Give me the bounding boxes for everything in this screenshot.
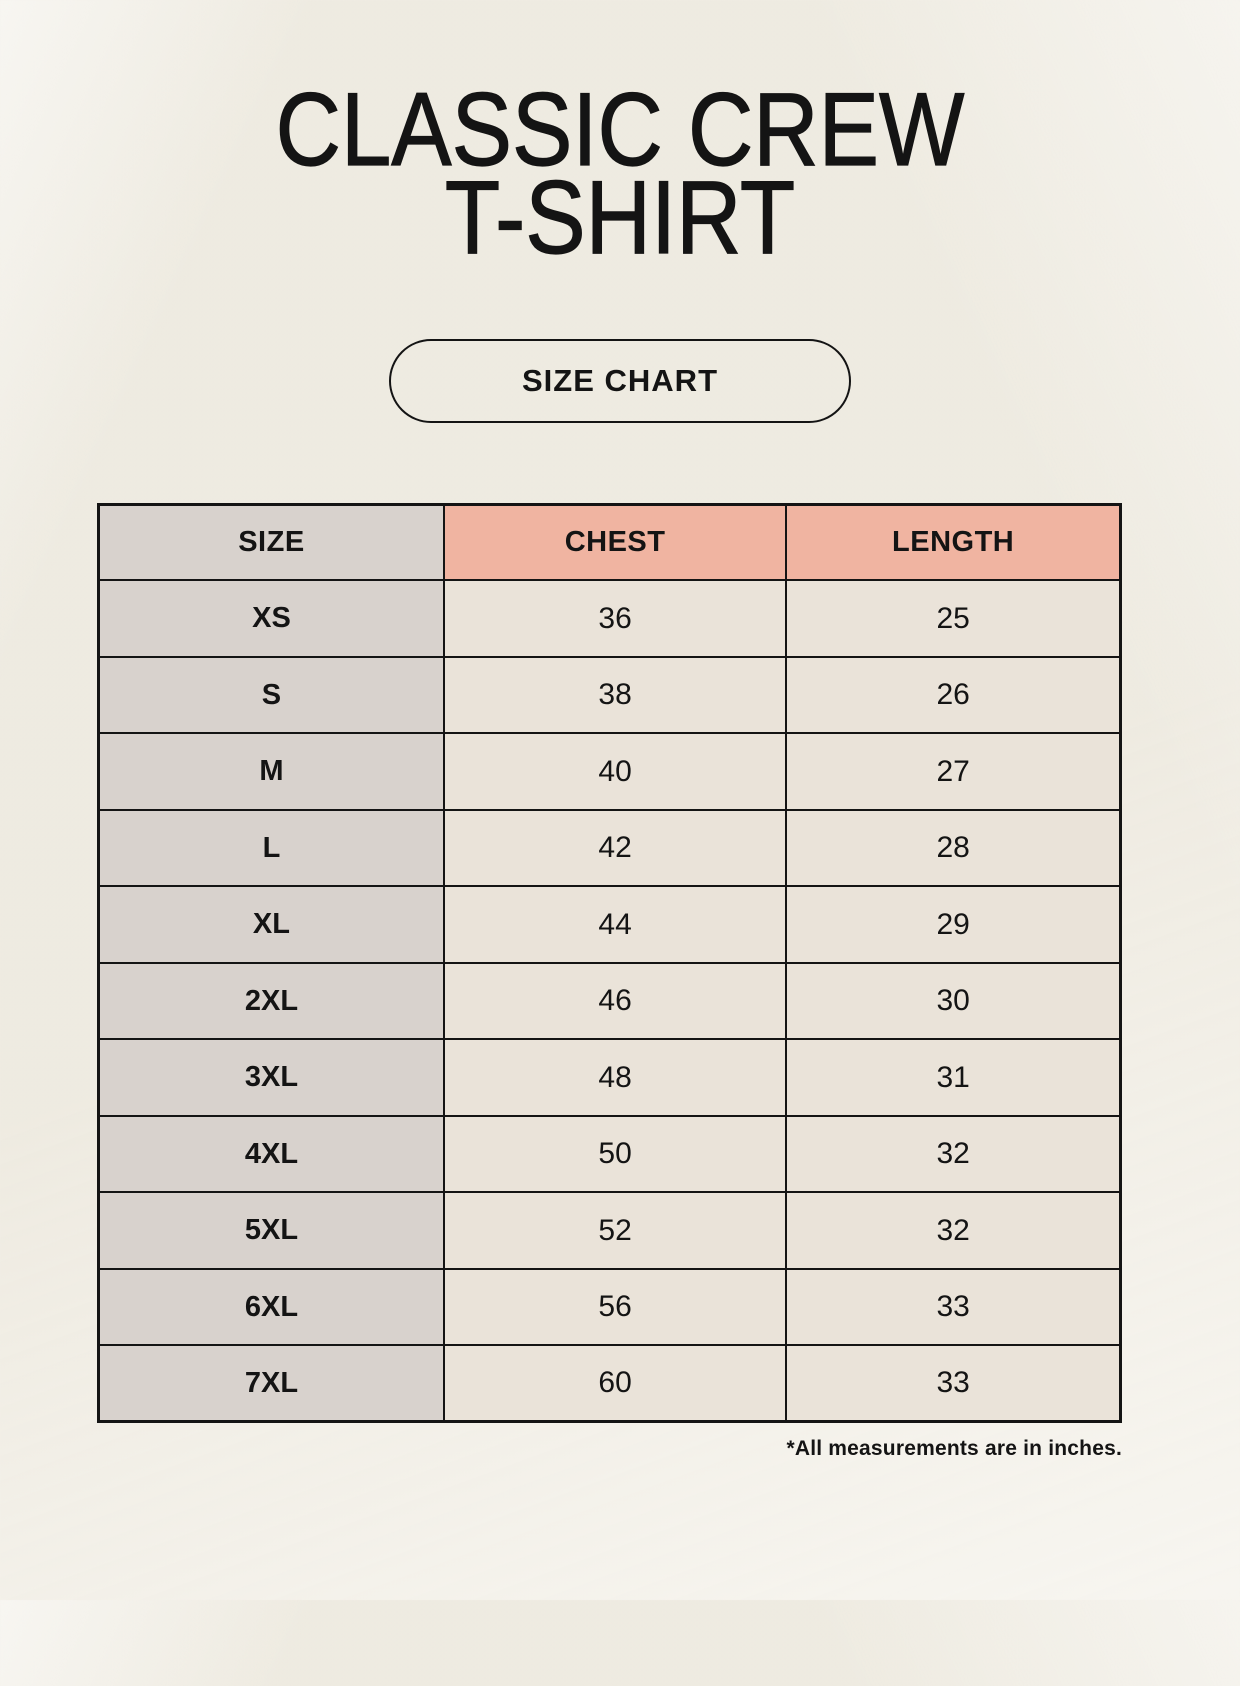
table-row [99, 1192, 1121, 1269]
length-cell: 26 [786, 657, 1120, 734]
length-cell: 31 [786, 1039, 1120, 1116]
table-row [99, 1345, 1121, 1422]
size-cell: XS [99, 580, 444, 657]
size-cell: 6XL [99, 1269, 444, 1346]
length-cell: 25 [786, 580, 1120, 657]
page-title [0, 72, 1240, 277]
length-cell: 27 [786, 733, 1120, 810]
size-chart-button-label: SIZE CHART [522, 362, 718, 398]
size-chart-table [97, 503, 1122, 1424]
table-row [99, 1116, 1121, 1193]
length-cell: 29 [786, 886, 1120, 963]
table-row [99, 886, 1121, 963]
size-cell: L [99, 810, 444, 887]
chest-cell: 48 [444, 1039, 786, 1116]
size-chart-page [0, 72, 1240, 1686]
table-row [99, 810, 1121, 887]
table-row [99, 1269, 1121, 1346]
chest-cell: 40 [444, 733, 786, 810]
column-header-length: LENGTH [786, 504, 1120, 580]
chest-cell: 42 [444, 810, 786, 887]
size-chart-table-head [99, 504, 1121, 580]
chest-cell: 50 [444, 1116, 786, 1193]
length-cell: 33 [786, 1345, 1120, 1422]
size-cell: 2XL [99, 963, 444, 1040]
chest-cell: 38 [444, 657, 786, 734]
length-cell: 33 [786, 1269, 1120, 1346]
page-title-line-1: CLASSIC CREW [275, 72, 965, 188]
length-cell: 32 [786, 1192, 1120, 1269]
table-row [99, 1039, 1121, 1116]
page-title-line-2: T-SHIRT [444, 160, 796, 277]
length-cell: 32 [786, 1116, 1120, 1193]
column-header-chest: CHEST [444, 504, 786, 580]
size-cell: 4XL [99, 1116, 444, 1193]
length-cell: 30 [786, 963, 1120, 1040]
size-cell: M [99, 733, 444, 810]
size-cell: S [99, 657, 444, 734]
chest-cell: 44 [444, 886, 786, 963]
header-row [99, 504, 1121, 580]
column-header-size: SIZE [99, 504, 444, 580]
table-row [99, 963, 1121, 1040]
table-row [99, 657, 1121, 734]
chest-cell: 56 [444, 1269, 786, 1346]
size-cell: XL [99, 886, 444, 963]
chest-cell: 36 [444, 580, 786, 657]
length-cell: 28 [786, 810, 1120, 887]
size-cell: 3XL [99, 1039, 444, 1116]
size-cell: 7XL [99, 1345, 444, 1422]
size-chart-button[interactable] [389, 339, 851, 423]
table-row [99, 580, 1121, 657]
table-row [99, 733, 1121, 810]
size-chart-table-body [99, 580, 1121, 1422]
chest-cell: 52 [444, 1192, 786, 1269]
measurements-footnote: *All measurements are in inches. [786, 1437, 1122, 1461]
chest-cell: 46 [444, 963, 786, 1040]
size-cell: 5XL [99, 1192, 444, 1269]
chest-cell: 60 [444, 1345, 786, 1422]
